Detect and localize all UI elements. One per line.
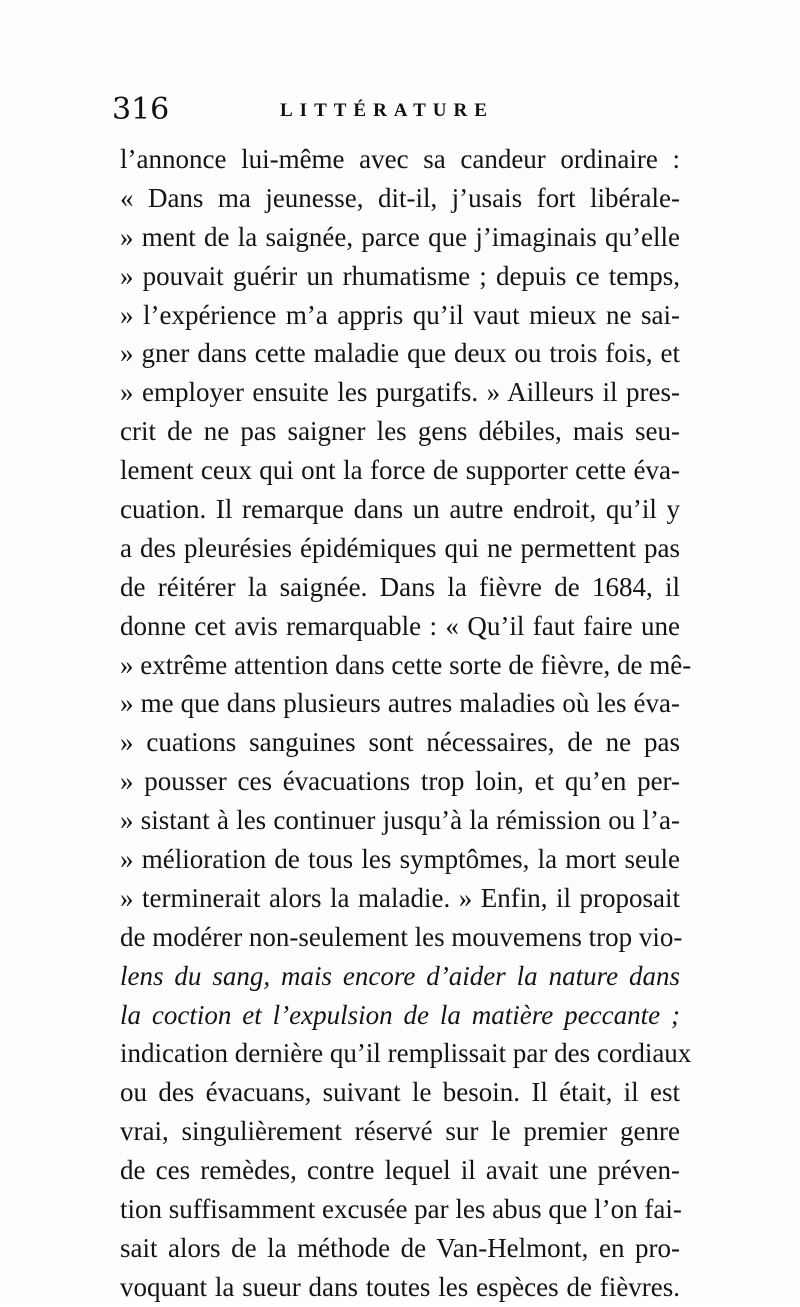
text-line: » pouvait guérir un rhumatisme ; depuis ce temps, xyxy=(120,260,680,291)
text-line: voquant la sueur dans toutes les espèces de fièvres. xyxy=(120,1271,680,1302)
text-line: indication dernière qu’il remplissait par des cordiaux xyxy=(120,1038,692,1069)
text-line: « Dans ma jeunesse, dit-il, j’usais fort libérale- xyxy=(120,182,680,213)
text-line: cuation. Il remarque dans un autre endroit, qu’il y xyxy=(120,494,680,525)
body-text xyxy=(120,140,692,1307)
text-line: donne cet avis remarquable : « Qu’il faut faire une xyxy=(120,610,680,641)
text-line: » sistant à les continuer jusqu’à la rémission ou l’a- xyxy=(120,805,680,836)
text-line-italic: la coction et l’expulsion de la matière peccante ; xyxy=(120,999,680,1030)
text-line: » me que dans plusieurs autres maladies où les éva- xyxy=(120,688,680,719)
text-line: crit de ne pas saigner les gens débiles, mais seu- xyxy=(120,416,680,447)
text-line: » pousser ces évacuations trop loin, et qu’en per- xyxy=(120,766,680,797)
text-line: » terminerait alors la maladie. » Enfin, il proposait xyxy=(120,882,680,913)
text-line: tion suffisamment excusée par les abus que l’on fai- xyxy=(120,1194,682,1225)
text-line: » gner dans cette maladie que deux ou trois fois, et xyxy=(120,338,680,369)
text-line: a des pleurésies épidémiques qui ne permettent pas xyxy=(120,532,680,563)
text-line: » extrême attention dans cette sorte de fièvre, de mê- xyxy=(120,649,692,680)
text-line: de réitérer la saignée. Dans la fièvre de 1684, il xyxy=(120,571,680,602)
text-line: » mélioration de tous les symptômes, la mort seule xyxy=(120,844,680,875)
text-line: l’annonce lui-même avec sa candeur ordinaire : xyxy=(120,144,680,174)
text-line: » l’expérience m’a appris qu’il vaut mieux ne sai- xyxy=(120,299,680,330)
text-line-italic: lens du sang, mais encore d’aider la nature dans xyxy=(120,960,680,991)
text-line: » cuations sanguines sont nécessaires, de ne pas xyxy=(120,727,680,758)
text-line: » ment de la saignée, parce que j’imaginais qu’elle xyxy=(120,221,680,252)
text-line: de modérer non-seulement les mouvemens trop vio- xyxy=(120,921,683,952)
text-line: » employer ensuite les purgatifs. » Ailleurs il pres- xyxy=(120,377,680,408)
page-number: 316 xyxy=(112,92,170,127)
running-title: LITTÉRATURE xyxy=(280,100,494,121)
text-line: ou des évacuans, suivant le besoin. Il était, il est xyxy=(120,1077,680,1108)
text-line: lement ceux qui ont la force de supporter cette éva- xyxy=(120,455,680,486)
text-line: sait alors de la méthode de Van-Helmont, en pro- xyxy=(120,1232,680,1263)
text-line: de ces remèdes, contre lequel il avait une préven- xyxy=(120,1155,680,1186)
running-head xyxy=(112,92,684,132)
text-line: vrai, singulièrement réservé sur le premier genre xyxy=(120,1116,680,1147)
